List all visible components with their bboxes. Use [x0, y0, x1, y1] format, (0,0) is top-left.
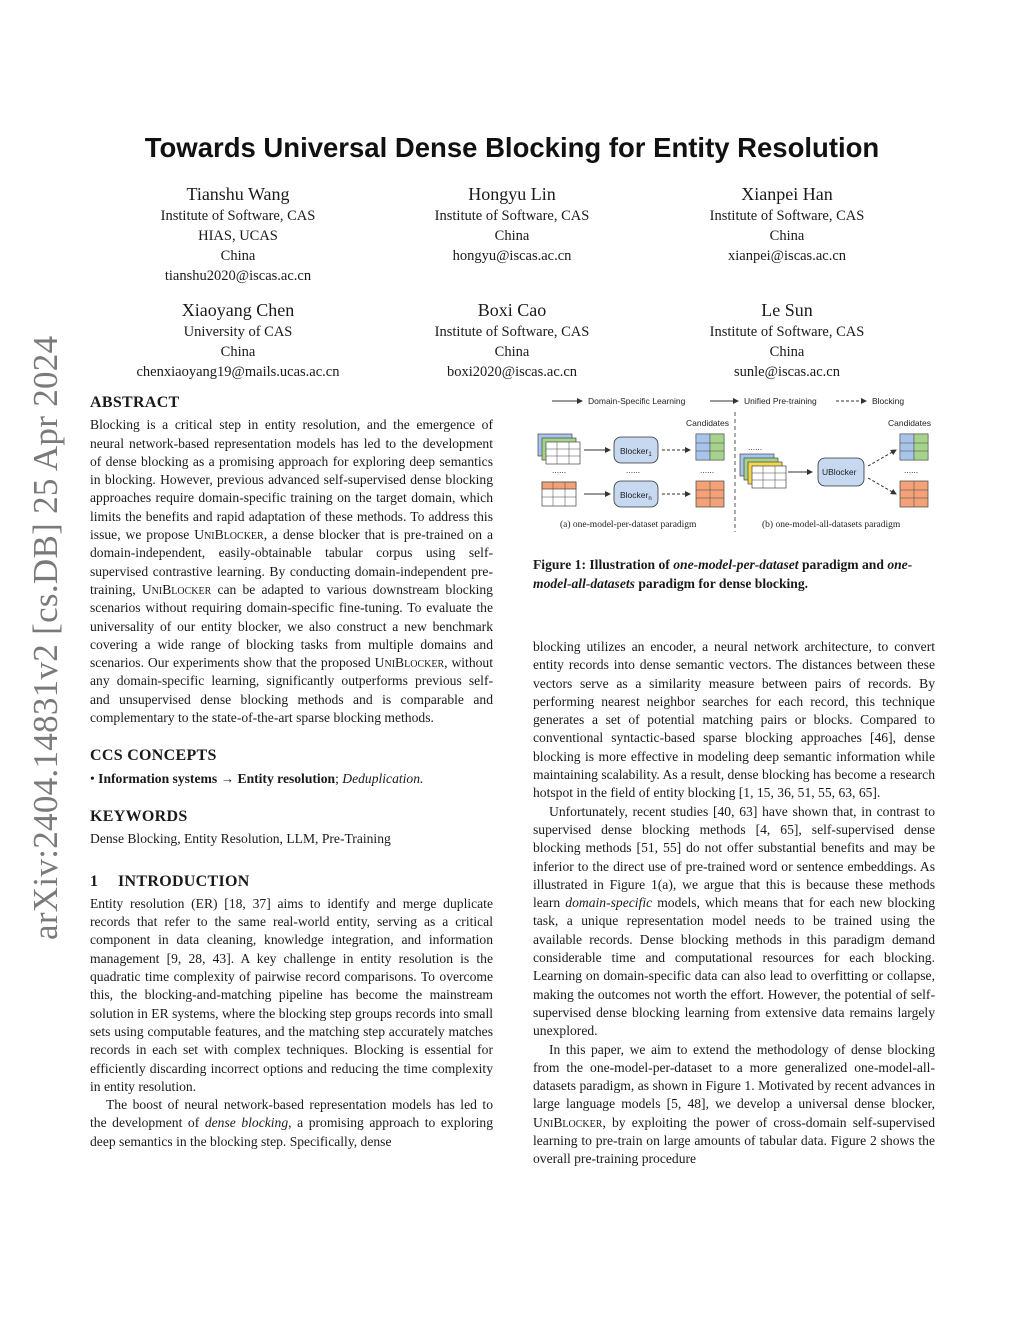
body-paragraph: In this paper, we aim to extend the methodology of dense blocking from the one-model-per-dataset to a more generalized one-model-all-datasets paradigm, as shown in Figure 1. Motivated by recent advances in large language models [5, 48], we develop a universal dense blocker, UniBlocker, by exploiting the power of cross-domain self-supervised learning to pre-train on large amounts of tabular data. Figure 2 shows the overall pre-training procedure: [533, 1041, 935, 1167]
ublocker-label: UBlocker: [822, 467, 857, 477]
legend-unified-pretraining: Unified Pre-training: [744, 396, 817, 406]
author-block: [647, 298, 927, 382]
author-affiliation: Institute of Software, CAS: [709, 208, 865, 224]
arxiv-stamp: arXiv:2404.14831v2 [cs.DB] 25 Apr 2024: [26, 335, 65, 940]
author-affiliation: University of CAS: [183, 324, 293, 340]
section-heading-introduction: 1 INTRODUCTION: [90, 872, 250, 890]
subcaption-b: (b) one-model-all-datasets paradigm: [762, 520, 901, 530]
body-paragraph: Unfortunately, recent studies [40, 63] have shown that, in contrast to supervised dense blocking methods [4, 65], self-supervised dense blocking methods [51, 55] do not offer substantial benefits and may be inferior to the direct use of pre-trained word or sentence embeddings. As illustrated in Figure 1(a), we argue that this is because these methods learn domain-specific models, which means that for each new blocking task, a unique representation model needs to be trained using the available records. Dense blocking methods in this paradigm demand considerable time and computational resources for each blocking. Learning on domain-specific data can also lead to overfitting or collapse, making the outcomes not worth the effort. However, the potential of self-supervised dense blocking learning from extensive data remains largely unexplored.: [533, 803, 936, 1039]
author-name: Le Sun: [761, 300, 813, 320]
author-affiliation: Institute of Software, CAS: [709, 324, 865, 340]
author-country: China: [220, 248, 256, 264]
author-affiliation: Institute of Software, CAS: [434, 208, 590, 224]
left-column: [90, 394, 493, 1151]
right-column: [533, 638, 935, 1169]
candidate-grid-blue-green: [696, 434, 724, 460]
candidate-grid-orange: [696, 481, 724, 507]
author-country: China: [494, 228, 530, 244]
author-country: China: [494, 344, 530, 360]
author-block: [98, 182, 378, 286]
legend-domain-specific: Domain-Specific Learning: [588, 396, 686, 406]
author-name: Hongyu Lin: [468, 184, 556, 204]
author-email: sunle@iscas.ac.cn: [734, 364, 840, 380]
author-country: China: [769, 228, 805, 244]
author-country: China: [769, 344, 805, 360]
keywords-heading: KEYWORDS: [90, 807, 188, 825]
dataset-table-stack-1: [538, 434, 580, 464]
candidate-grid-orange-b: [900, 481, 928, 507]
svg-text:......: ......: [626, 465, 641, 475]
author-email: hongyu@iscas.ac.cn: [452, 248, 572, 264]
svg-text:......: ......: [904, 465, 919, 475]
author-name: Xianpei Han: [741, 184, 833, 204]
body-paragraph: blocking utilizes an encoder, a neural network architecture, to convert entity records into dense semantic vectors. The distances between these vectors serve as a similarity measure between pairs of records. By performing nearest neighbor searches for each record, this technique generates a set of potential matching pairs or blocks. Compared to conventional syntactic-based sparse blocking approaches [46], dense blocking is more effective in modeling deep semantic information while maintaining scalability. As a result, dense blocking has become a research hotspot in the field of entity blocking [1, 15, 36, 51, 55, 63, 65].: [533, 639, 935, 801]
figure-caption: Figure 1: Illustration of one-model-per-dataset paradigm and one-model-all-datasets paradigm for dense blocking.: [533, 557, 913, 591]
author-block: [372, 182, 652, 266]
dots: ......: [552, 465, 567, 475]
author-email: boxi2020@iscas.ac.cn: [446, 364, 578, 380]
intro-paragraph: The boost of neural network-based representation models has led to the development of dense blocking, a promising approach to exploring deep semantics in the blocking step. Specifically, dense: [90, 1097, 493, 1149]
author-name: Boxi Cao: [477, 300, 547, 320]
candidates-label-b: Candidates: [888, 418, 932, 428]
author-block: [647, 182, 927, 266]
author-email: chenxiaoyang19@mails.ucas.ac.cn: [136, 364, 340, 380]
author-email: xianpei@iscas.ac.cn: [727, 248, 847, 264]
ccs-heading: CCS CONCEPTS: [90, 747, 217, 765]
svg-text:......: ......: [748, 442, 763, 452]
dataset-table-stack-all: [740, 454, 786, 488]
author-affiliation: HIAS, UCAS: [198, 228, 278, 244]
keywords-text: Dense Blocking, Entity Resolution, LLM, Pre-Training: [90, 831, 391, 847]
ccs-concepts: • Information systems → Entity resolution; Deduplication.: [90, 770, 424, 786]
author-country: China: [220, 344, 256, 360]
dataset-table-n: [542, 482, 576, 506]
author-email: tianshu2020@iscas.ac.cn: [164, 268, 312, 284]
paradigm-diagram: [530, 392, 940, 537]
author-name: Tianshu Wang: [186, 184, 290, 204]
candidate-grid-blue-green-b: [900, 434, 928, 460]
author-affiliation: Institute of Software, CAS: [160, 208, 316, 224]
paper-title: Towards Universal Dense Blocking for Entity Resolution: [144, 132, 880, 163]
legend-blocking: Blocking: [872, 396, 905, 406]
author-block: [372, 298, 652, 382]
candidates-label-a: Candidates: [686, 418, 730, 428]
blocker-1-label: Blocker$_1$: [620, 446, 652, 458]
svg-text:......: ......: [700, 465, 715, 475]
blocker-n-label: Blocker$_n$: [620, 490, 652, 502]
subcaption-a: (a) one-model-per-dataset paradigm: [560, 520, 697, 530]
author-block: [98, 298, 378, 382]
author-affiliation: Institute of Software, CAS: [434, 324, 590, 340]
abstract-text: Blocking is a critical step in entity resolution, and the emergence of neural network-based representation models has led to the development of dense blocking as a promising approach for exploring deep semantics in blocking. However, previous advanced self-supervised dense blocking approaches require domain-specific training on the target domain, which limits the benefits and rapid adaptation of these methods. To address this issue, we propose UniBlocker, a dense blocker that is pre-trained on a domain-independent, easily-obtainable tabular corpus using self-supervised contrastive learning. By conducting domain-independent pre-training, UniBlocker can be adapted to various downstream blocking scenarios without requiring domain-specific fine-tuning. To evaluate the universality of our entity blocker, we also construct a new benchmark covering a wide range of blocking tasks from multiple domains and scenarios. Our experiments show that the proposed UniBlocker, without any domain-specific learning, significantly outperforms previous self- and unsupervised dense blocking methods and is comparable and complementary to the state-of-the-art sparse blocking methods.: [90, 417, 493, 726]
abstract-heading: ABSTRACT: [90, 394, 180, 411]
intro-paragraph: Entity resolution (ER) [18, 37] aims to identify and merge duplicate records that refer to the same real-world entity, serving as a critical component in data cleaning, knowledge integration, and information management [9, 28, 43]. A key challenge in entity resolution is the quadratic time complexity of pairwise record comparisons. To overcome this, the blocking-and-matching pipeline has become the mainstream solution in ER systems, where the blocking step groups records into small sets using computable features, and the matching step accurately matches records in each set with complex techniques. Blocking is essential for efficiently discarding incorrect options and reducing the time complexity in entity resolution.: [90, 895, 493, 1094]
author-name: Xiaoyang Chen: [181, 300, 295, 320]
figure-1: [530, 392, 940, 537]
